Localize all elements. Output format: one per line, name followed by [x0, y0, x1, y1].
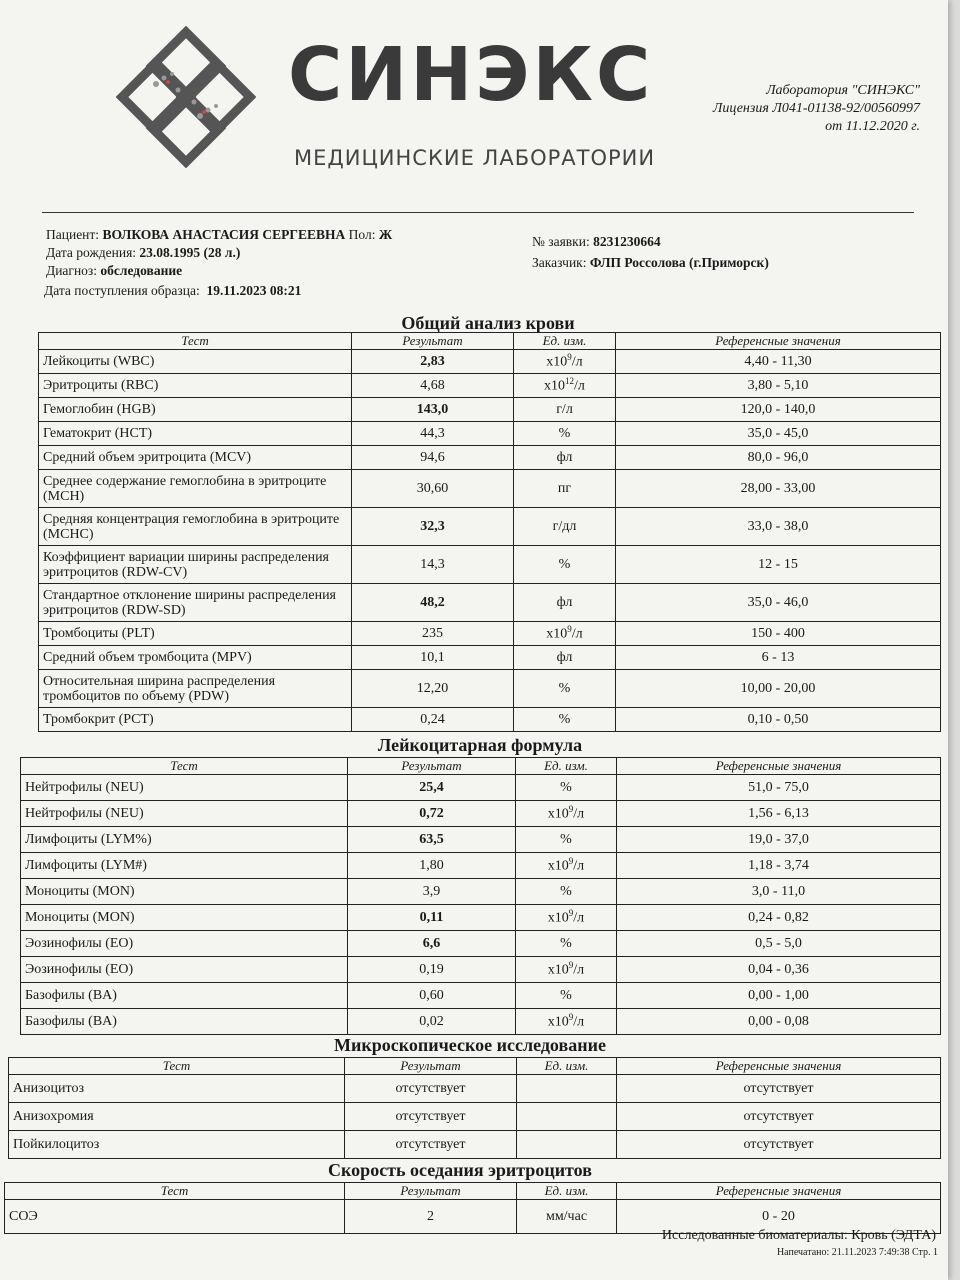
cbc-header-row: [39, 333, 941, 350]
col-test: Тест: [21, 758, 348, 775]
col-ref: Референсные значения: [617, 1058, 941, 1075]
reference-range: 3,80 - 5,10: [616, 374, 941, 398]
result-value: 0,11: [348, 905, 516, 931]
col-unit: Ед. изм.: [517, 1058, 617, 1075]
result-value: 14,3: [352, 546, 514, 584]
test-name: Гемоглобин (HGB): [39, 398, 352, 422]
diff-row: [21, 801, 941, 827]
result-value: 3,9: [348, 879, 516, 905]
result-value: 0,19: [348, 957, 516, 983]
cbc-row: [39, 398, 941, 422]
cbc-row: [39, 646, 941, 670]
test-name: Гематокрит (HCT): [39, 422, 352, 446]
patient-birth-label: Дата рождения:: [46, 245, 137, 260]
result-value: 32,3: [352, 508, 514, 546]
lab-name: Лаборатория "СИНЭКС": [766, 83, 920, 98]
test-name: Тромбоциты (PLT): [39, 622, 352, 646]
result-value: 6,6: [348, 931, 516, 957]
diff-row: [21, 1009, 941, 1035]
test-name: Нейтрофилы (NEU): [21, 775, 348, 801]
diff-row: [21, 983, 941, 1009]
test-name: Моноциты (MON): [21, 905, 348, 931]
reference-range: 1,56 - 6,13: [617, 801, 941, 827]
cbc-row: [39, 422, 941, 446]
brand-subtitle: МЕДИЦИНСКИЕ ЛАБОРАТОРИИ: [294, 146, 656, 170]
result-value: 48,2: [352, 584, 514, 622]
diff-row: [21, 931, 941, 957]
micro-table: [8, 1057, 941, 1159]
cbc-row: [39, 546, 941, 584]
result-value: 235: [352, 622, 514, 646]
result-value: 12,20: [352, 670, 514, 708]
unit-value: %: [514, 422, 616, 446]
test-name: Коэффициент вариации ширины распределения эритроцитов (RDW-CV): [39, 546, 352, 584]
unit-value: %: [514, 546, 616, 584]
col-test: Тест: [9, 1058, 345, 1075]
test-name: Эозинофилы (EO): [21, 931, 348, 957]
lab-info: [713, 82, 920, 136]
unit-value: $x10^9/л$: [516, 957, 617, 983]
patient-name-label: Пациент:: [46, 227, 100, 242]
col-unit: Ед. изм.: [517, 1183, 617, 1200]
unit-value: %: [514, 708, 616, 732]
unit-value: %: [516, 775, 617, 801]
unit-value: %: [516, 931, 617, 957]
col-result: Результат: [345, 1058, 517, 1075]
test-name: Средний объем тромбоцита (MPV): [39, 646, 352, 670]
col-unit: Ед. изм.: [514, 333, 616, 350]
test-name: Среднее содержание гемоглобина в эритроците (MCH): [39, 470, 352, 508]
result-value: 0,24: [352, 708, 514, 732]
reference-range: 0 - 20: [617, 1200, 941, 1234]
result-value: 30,60: [352, 470, 514, 508]
test-name: Анизохромия: [9, 1103, 345, 1131]
test-name: Базофилы (BA): [21, 1009, 348, 1035]
reference-range: 3,0 - 11,0: [617, 879, 941, 905]
result-value: 143,0: [352, 398, 514, 422]
cbc-row: [39, 508, 941, 546]
reference-range: 6 - 13: [616, 646, 941, 670]
unit-value: %: [516, 879, 617, 905]
unit-value: $x10^9/л$: [514, 350, 616, 374]
test-name: Базофилы (BA): [21, 983, 348, 1009]
result-value: 0,60: [348, 983, 516, 1009]
biomaterial-note: Исследованные биоматериалы: Кровь (ЭДТА): [661, 1228, 936, 1243]
unit-value: %: [516, 983, 617, 1009]
cbc-row: [39, 708, 941, 732]
unit-value: $x10^9/л$: [516, 801, 617, 827]
result-value: 25,4: [348, 775, 516, 801]
patient-diagnosis: обследование: [100, 263, 183, 278]
unit-value: фл: [514, 646, 616, 670]
test-name: Тромбокрит (PCT): [39, 708, 352, 732]
test-name: Эритроциты (RBC): [39, 374, 352, 398]
reference-range: 80,0 - 96,0: [616, 446, 941, 470]
micro-row: [9, 1103, 941, 1131]
unit-value: %: [516, 827, 617, 853]
diff-title: Лейкоцитарная формула: [377, 735, 583, 755]
unit-value: $x10^9/л$: [516, 853, 617, 879]
reference-range: 0,24 - 0,82: [617, 905, 941, 931]
cbc-row: [39, 374, 941, 398]
result-value: отсутствует: [345, 1075, 517, 1103]
test-name: Относительная ширина распределения тромбоцитов по объему (PDW): [39, 670, 352, 708]
test-name: Лимфоциты (LYM#): [21, 853, 348, 879]
micro-row: [9, 1075, 941, 1103]
col-ref: Референсные значения: [617, 1183, 941, 1200]
brand-name: СИНЭКС: [288, 32, 654, 118]
unit-value: фл: [514, 584, 616, 622]
customer-label: Заказчик:: [532, 255, 587, 270]
col-test: Тест: [39, 333, 352, 350]
unit-value: мм/час: [517, 1200, 617, 1234]
col-unit: Ед. изм.: [516, 758, 617, 775]
reference-range: 0,04 - 0,36: [617, 957, 941, 983]
result-value: 0,02: [348, 1009, 516, 1035]
micro-title: Микроскопическое исследование: [334, 1035, 606, 1055]
order-label: № заявки:: [532, 234, 590, 249]
reference-range: 12 - 15: [616, 546, 941, 584]
esr-header-row: [5, 1183, 941, 1200]
patient-diagnosis-label: Диагноз:: [46, 263, 98, 278]
cbc-row: [39, 350, 941, 374]
unit-value: $x10^9/л$: [514, 622, 616, 646]
reference-range: 19,0 - 37,0: [617, 827, 941, 853]
customer-name: ФЛП Россолова (г.Приморск): [589, 255, 769, 270]
reference-range: отсутствует: [617, 1131, 941, 1159]
test-name: Средняя концентрация гемоглобина в эритроците (MCHC): [39, 508, 352, 546]
test-name: СОЭ: [5, 1200, 345, 1234]
result-value: 4,68: [352, 374, 514, 398]
micro-row: [9, 1131, 941, 1159]
reference-range: 0,10 - 0,50: [616, 708, 941, 732]
col-result: Результат: [352, 333, 514, 350]
reference-range: 35,0 - 45,0: [616, 422, 941, 446]
result-value: 0,72: [348, 801, 516, 827]
result-value: 1,80: [348, 853, 516, 879]
patient-sex: Ж: [378, 227, 393, 242]
diff-row: [21, 957, 941, 983]
order-line: [532, 233, 661, 250]
col-result: Результат: [345, 1183, 517, 1200]
unit-value: [517, 1075, 617, 1103]
patient-birth: 23.08.1995 (28 л.): [139, 245, 241, 260]
unit-value: [517, 1103, 617, 1131]
esr-title: Скорость оседания эритроцитов: [328, 1160, 592, 1180]
order-number: 8231230664: [593, 234, 661, 249]
test-name: Эозинофилы (EO): [21, 957, 348, 983]
sample-received-line: [44, 282, 301, 299]
unit-value: пг: [514, 470, 616, 508]
unit-value: [517, 1131, 617, 1159]
patient-name: ВОЛКОВА АНАСТАСИЯ СЕРГЕЕВНА: [102, 227, 346, 242]
diff-row: [21, 827, 941, 853]
patient-diagnosis-line: [46, 262, 182, 279]
col-test: Тест: [5, 1183, 345, 1200]
customer-line: [532, 254, 769, 271]
result-value: 44,3: [352, 422, 514, 446]
test-name: Моноциты (MON): [21, 879, 348, 905]
diff-table: [20, 757, 941, 1035]
cbc-table: [38, 332, 941, 732]
cbc-row: [39, 622, 941, 646]
test-name: Нейтрофилы (NEU): [21, 801, 348, 827]
reference-range: 0,5 - 5,0: [617, 931, 941, 957]
result-value: 63,5: [348, 827, 516, 853]
reference-range: отсутствует: [617, 1103, 941, 1131]
cbc-row: [39, 470, 941, 508]
test-name: Пойкилоцитоз: [9, 1131, 345, 1159]
col-ref: Референсные значения: [617, 758, 941, 775]
result-value: отсутствует: [345, 1103, 517, 1131]
reference-range: 10,00 - 20,00: [616, 670, 941, 708]
synex-logo: [116, 26, 256, 168]
cbc-row: [39, 670, 941, 708]
sample-received-label: Дата поступления образца:: [44, 283, 200, 298]
test-name: Средний объем эритроцита (MCV): [39, 446, 352, 470]
test-name: Лимфоциты (LYM%): [21, 827, 348, 853]
reference-range: 51,0 - 75,0: [617, 775, 941, 801]
reference-range: 0,00 - 0,08: [617, 1009, 941, 1035]
reference-range: 150 - 400: [616, 622, 941, 646]
reference-range: 0,00 - 1,00: [617, 983, 941, 1009]
printed-stamp: Напечатано: 21.11.2023 7:49:38 Стр. 1: [776, 1247, 938, 1258]
reference-range: 1,18 - 3,74: [617, 853, 941, 879]
reference-range: отсутствует: [617, 1075, 941, 1103]
cbc-row: [39, 446, 941, 470]
unit-value: $x10^9/л$: [516, 1009, 617, 1035]
unit-value: г/л: [514, 398, 616, 422]
reference-range: 120,0 - 140,0: [616, 398, 941, 422]
patient-name-line: [46, 226, 392, 243]
micro-header-row: [9, 1058, 941, 1075]
sample-received: 19.11.2023 08:21: [206, 283, 302, 298]
reference-range: 28,00 - 33,00: [616, 470, 941, 508]
test-name: Анизоцитоз: [9, 1075, 345, 1103]
lab-license: Лицензия Л041-01138-92/00560997: [712, 101, 920, 116]
reference-range: 35,0 - 46,0: [616, 584, 941, 622]
result-value: 94,6: [352, 446, 514, 470]
lab-license-date: от 11.12.2020 г.: [825, 119, 920, 134]
unit-value: г/дл: [514, 508, 616, 546]
cbc-row: [39, 584, 941, 622]
esr-table: [4, 1182, 941, 1234]
diff-row: [21, 879, 941, 905]
result-value: отсутствует: [345, 1131, 517, 1159]
col-result: Результат: [348, 758, 516, 775]
diff-row: [21, 905, 941, 931]
unit-value: $x10^9/л$: [516, 905, 617, 931]
test-name: Стандартное отклонение ширины распределения эритроцитов (RDW-SD): [39, 584, 352, 622]
unit-value: $x10^{12}/л$: [514, 374, 616, 398]
unit-value: фл: [514, 446, 616, 470]
unit-value: %: [514, 670, 616, 708]
diff-header-row: [21, 758, 941, 775]
reference-range: 33,0 - 38,0: [616, 508, 941, 546]
result-value: 2: [345, 1200, 517, 1234]
result-value: 2,83: [352, 350, 514, 374]
patient-sex-label: Пол:: [348, 227, 376, 242]
patient-birth-line: [46, 244, 240, 261]
col-ref: Референсные значения: [616, 333, 941, 350]
test-name: Лейкоциты (WBC): [39, 350, 352, 374]
diff-row: [21, 853, 941, 879]
result-value: 10,1: [352, 646, 514, 670]
diff-row: [21, 775, 941, 801]
reference-range: 4,40 - 11,30: [616, 350, 941, 374]
cbc-title: Общий анализ крови: [401, 313, 575, 333]
header-divider: [42, 212, 914, 213]
